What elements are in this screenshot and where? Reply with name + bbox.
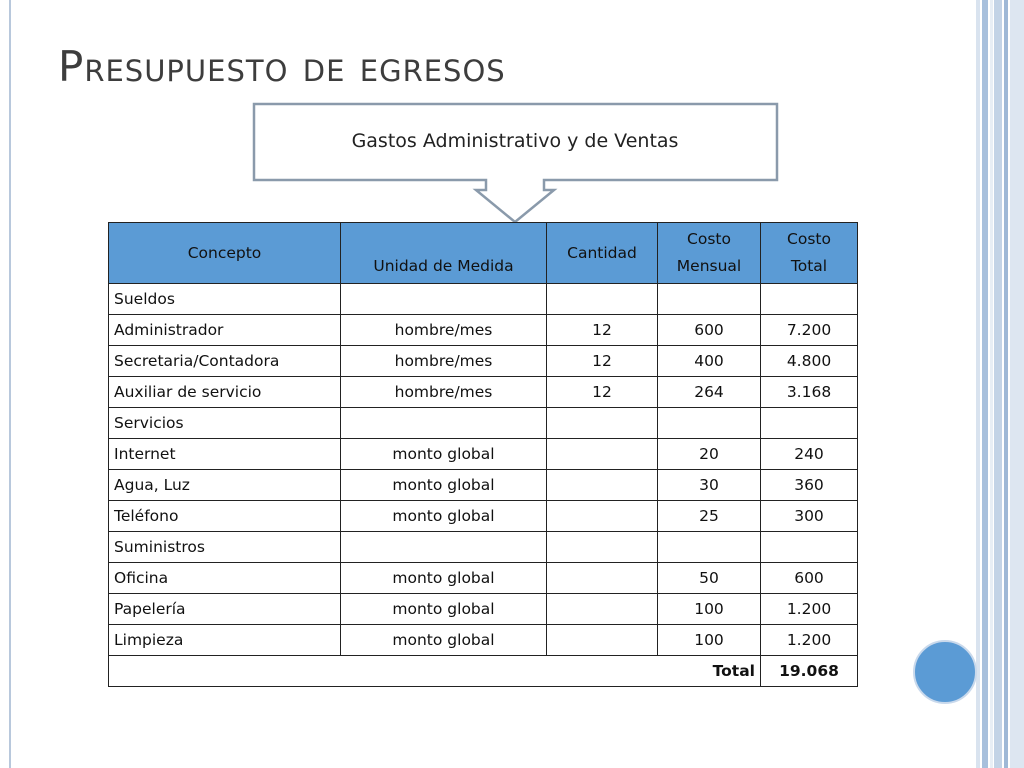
cell-concepto: Secretaria/Contadora: [109, 346, 341, 377]
right-decor-stripe: [976, 0, 980, 768]
cell-unidad: monto global: [341, 470, 547, 501]
table-row: [109, 315, 858, 346]
cell-total: [761, 532, 858, 563]
cell-concepto: Auxiliar de servicio: [109, 377, 341, 408]
cell-mensual: 600: [658, 315, 761, 346]
table-row: [109, 625, 858, 656]
table-body: [109, 284, 858, 687]
cell-total: [761, 408, 858, 439]
table-row: [109, 532, 858, 563]
cell-concepto: Administrador: [109, 315, 341, 346]
cell-mensual: [658, 284, 761, 315]
table-header-row: [109, 223, 858, 284]
cell-unidad: [341, 284, 547, 315]
cell-total: 1.200: [761, 625, 858, 656]
table-row: [109, 470, 858, 501]
cell-unidad: hombre/mes: [341, 315, 547, 346]
cell-total: 7.200: [761, 315, 858, 346]
table-row: [109, 284, 858, 315]
table-row: [109, 346, 858, 377]
header-unidad: [341, 223, 547, 284]
cell-cantidad: [547, 532, 658, 563]
cell-total: 240: [761, 439, 858, 470]
cell-total: 1.200: [761, 594, 858, 625]
total-value: 19.068: [761, 656, 858, 687]
right-decor-stripe: [990, 0, 993, 768]
header-unidad-label: Unidad de Medida: [373, 257, 514, 275]
cell-concepto: Oficina: [109, 563, 341, 594]
cell-concepto: Servicios: [109, 408, 341, 439]
cell-mensual: 20: [658, 439, 761, 470]
cell-mensual: [658, 532, 761, 563]
cell-unidad: monto global: [341, 625, 547, 656]
header-costo-mensual: [658, 223, 761, 284]
cell-total: [761, 284, 858, 315]
cell-total: 300: [761, 501, 858, 532]
cell-concepto: Limpieza: [109, 625, 341, 656]
header-costo-total-line2: Total: [790, 257, 828, 275]
header-concepto: [109, 223, 341, 284]
cell-unidad: monto global: [341, 563, 547, 594]
cell-concepto: Sueldos: [109, 284, 341, 315]
header-costo-mensual-line2: Mensual: [676, 257, 742, 275]
header-concepto-label: Concepto: [187, 244, 262, 262]
cell-cantidad: [547, 563, 658, 594]
header-cantidad: [547, 223, 658, 284]
cell-mensual: 25: [658, 501, 761, 532]
cell-concepto: Internet: [109, 439, 341, 470]
cell-concepto: Agua, Luz: [109, 470, 341, 501]
right-decor-stripe: [1010, 0, 1024, 768]
header-costo-total: [761, 223, 858, 284]
table-row: [109, 594, 858, 625]
cell-concepto: Papelería: [109, 594, 341, 625]
cell-unidad: [341, 408, 547, 439]
cell-total: 3.168: [761, 377, 858, 408]
cell-cantidad: [547, 284, 658, 315]
cell-unidad: hombre/mes: [341, 346, 547, 377]
cell-cantidad: [547, 625, 658, 656]
right-decor-stripe: [1004, 0, 1008, 768]
cell-mensual: 100: [658, 594, 761, 625]
cell-cantidad: [547, 594, 658, 625]
cell-unidad: monto global: [341, 501, 547, 532]
cell-mensual: 30: [658, 470, 761, 501]
right-decor-stripe: [982, 0, 988, 768]
slide-title: Presupuesto de egresos: [58, 42, 506, 91]
right-decor-stripe: [994, 0, 1002, 768]
cell-cantidad: 12: [547, 346, 658, 377]
cell-mensual: 50: [658, 563, 761, 594]
cell-mensual: [658, 408, 761, 439]
header-costo-total-line1: Costo: [787, 230, 831, 248]
cell-cantidad: 12: [547, 377, 658, 408]
left-decor-line: [9, 0, 11, 768]
cell-unidad: monto global: [341, 594, 547, 625]
cell-unidad: hombre/mes: [341, 377, 547, 408]
cell-total: 600: [761, 563, 858, 594]
cell-cantidad: [547, 501, 658, 532]
cell-concepto: Teléfono: [109, 501, 341, 532]
cell-concepto: Suministros: [109, 532, 341, 563]
table-row: [109, 408, 858, 439]
total-label: Total: [109, 656, 761, 687]
cell-cantidad: [547, 470, 658, 501]
cell-mensual: 100: [658, 625, 761, 656]
cell-cantidad: [547, 439, 658, 470]
header-costo-mensual-line1: Costo: [687, 230, 731, 248]
decor-circle: [913, 640, 977, 704]
cell-cantidad: [547, 408, 658, 439]
cell-total: 4.800: [761, 346, 858, 377]
table-row: [109, 563, 858, 594]
cell-unidad: monto global: [341, 439, 547, 470]
header-cantidad-label: Cantidad: [567, 244, 637, 262]
cell-total: 360: [761, 470, 858, 501]
table-row: [109, 377, 858, 408]
cell-unidad: [341, 532, 547, 563]
table-row: [109, 501, 858, 532]
cell-mensual: 400: [658, 346, 761, 377]
total-row: [109, 656, 858, 687]
cell-cantidad: 12: [547, 315, 658, 346]
budget-table: [108, 222, 858, 687]
cell-mensual: 264: [658, 377, 761, 408]
callout-box: [252, 102, 782, 227]
table-row: [109, 439, 858, 470]
callout-text: Gastos Administrativo y de Ventas: [351, 130, 679, 152]
